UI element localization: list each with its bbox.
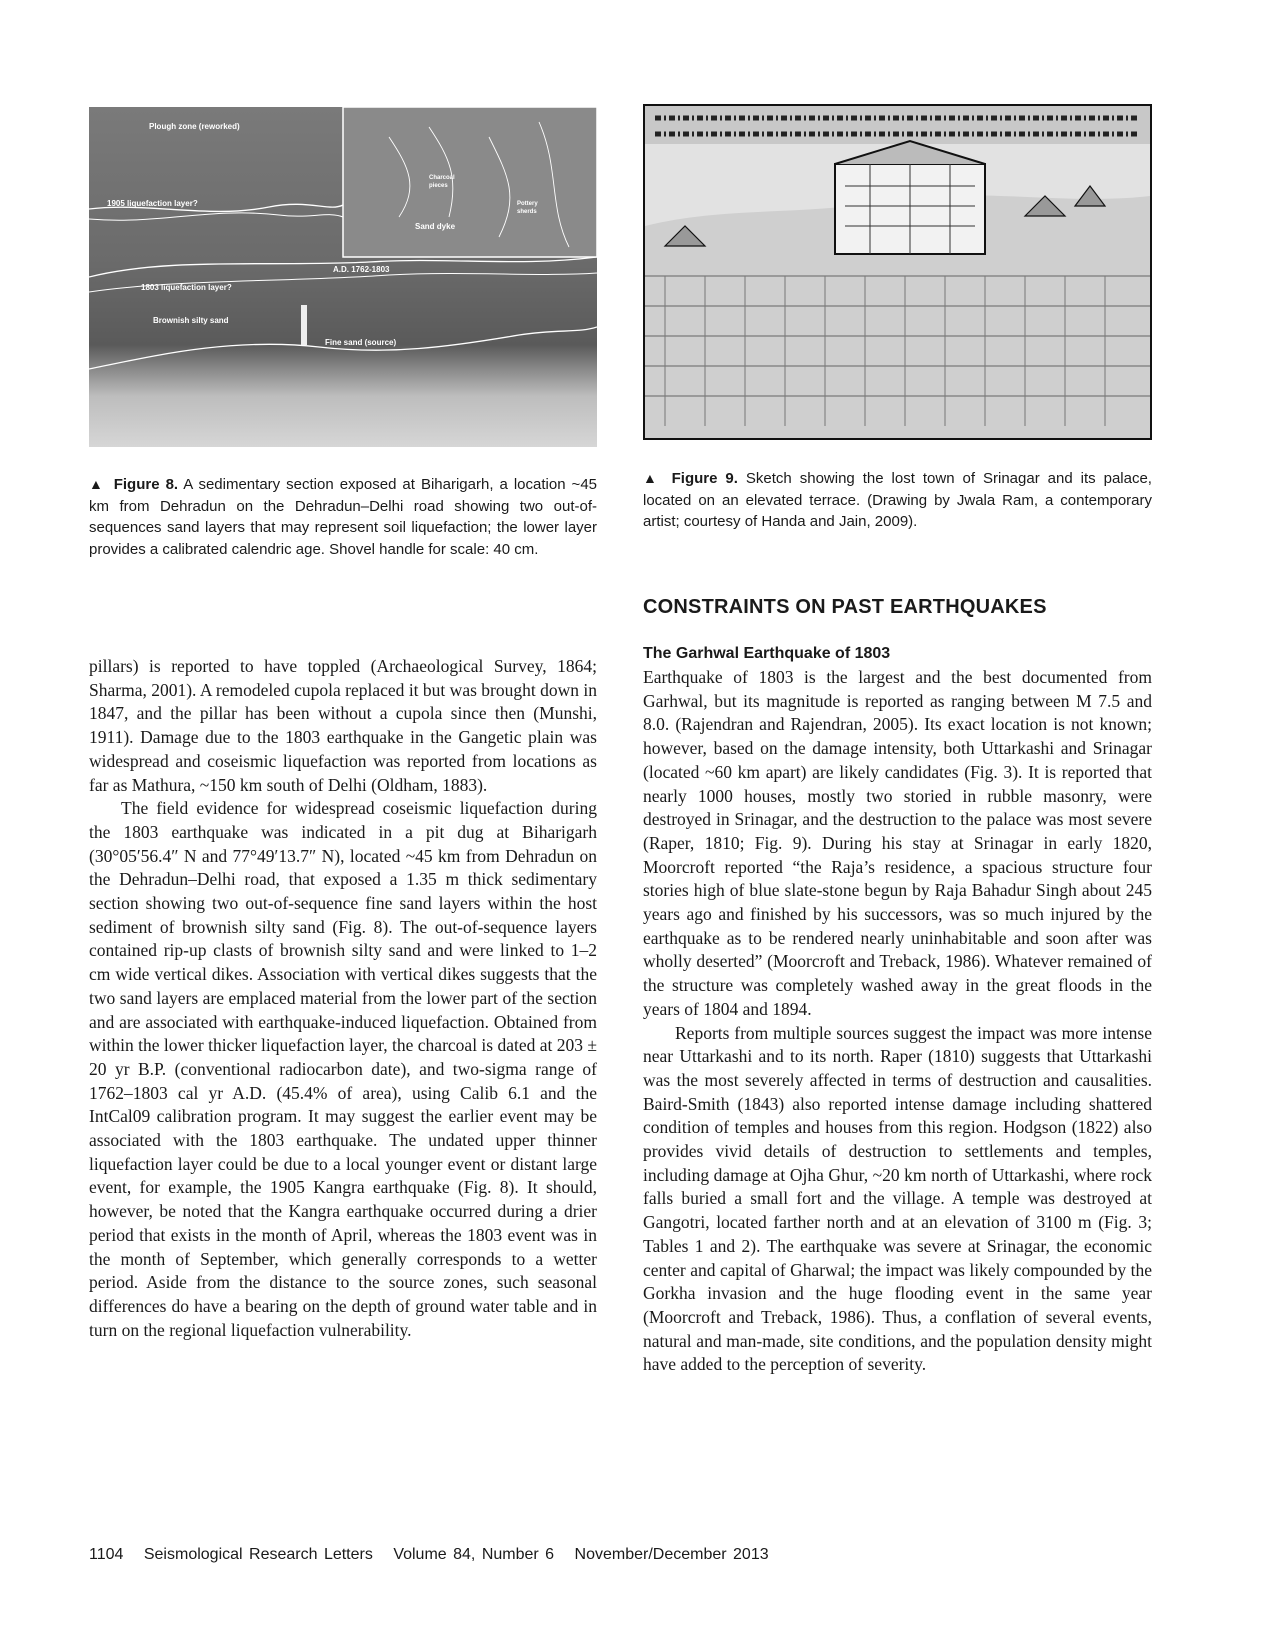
srinagar-sketch-image bbox=[645, 106, 1150, 438]
figure-9-sketch bbox=[643, 104, 1152, 440]
label-1803-liquefaction: 1803 liquefaction layer? bbox=[141, 283, 232, 292]
figure-8-photo bbox=[89, 107, 597, 447]
subsection-title: The Garhwal Earthquake of 1803 bbox=[643, 645, 891, 662]
left-paragraph-1: pillars) is reported to have toppled (Archaeological Survey, 1864; Sharma, 2001). A remodeled cupola replaced it but was brought down in 1847, and the pillar has been without a cupola since then (Munshi, 1911). Damage due to the 1803 earthquake in the Gangetic plain was widespread and coseismic liquefaction was reported from locations as far as Mathura, ~150 km south of Delhi (Oldham, 1883). bbox=[89, 656, 597, 795]
issue-date: November/December 2013 bbox=[574, 1546, 769, 1563]
sedimentary-section-image bbox=[89, 107, 597, 447]
left-paragraph-2: The field evidence for widespread coseismic liquefaction during the 1803 earthquake was indicated in a pit dug at Biharigarh (30°05′56.4″ N and 77°49′13.7″ N), located ~45 km from Dehradun on the Dehradun–Delhi road, that exposed a 1.35 m thick sedimentary section showing two out-of-sequence fine sand layers within the host sediment of brownish silty sand (Fig. 8). The out-of-sequence layers contained rip-up clasts of brownish silty sand and were linked to 1–2 cm wide vertical dikes. Association with vertical dikes suggests that the two sand layers are emplaced material from the lower part of the section and are associated with earthquake-induced liquefaction. Obtained from within the lower thicker liquefaction layer, the charcoal is dated at 203 ± 20 yr B.P. (conventional radiocarbon date), and two-sigma range of 1762–1803 cal yr A.D. (45.4% of area), using Calib 6.1 and the IntCal09 calibration program. It may suggest the earlier event may be associated with the 1803 earthquake. The undated upper thinner liquefaction layer could be due to a local younger event or distant large event, for example, the 1905 Kangra earthquake (Fig. 8). It should, however, be noted that the Kangra earthquake occurred during a drier period that exists in the month of April, whereas the 1803 event was in the month of September, which generally corresponds to a wetter period. Aside from the distance to the source zones, such seasonal differences do have a bearing on the depth of ground water table and in turn on the regional liquefaction vulnerability. bbox=[89, 798, 597, 1340]
right-paragraph-1: Earthquake of 1803 is the largest and the best documented from Garhwal, but its magnitude is reported as ranging between M 7.5 and 8.0. (Rajendran and Rajendran, 2005). Its exact location is not known; however, based on the damage intensity, both Uttarkashi and Srinagar (located ~60 km apart) are likely candidates (Fig. 3). It is reported that nearly 1000 houses, mostly two storied in rubble masonry, were destroyed in Srinagar, and the destruction to the palace was most severe (Raper, 1810; Fig. 9). During his stay at Srinagar in early 1820, Moorcroft reported “the Raja’s residence, a spacious structure four stories high of blue slate-stone begun by Raja Bahadur Singh about 245 years ago and finished by his successors, was so much injured by the earthquake as to be rendered nearly uninhabitable and soon after was wholly deserted” (Moorcroft and Treback, 1986). Whatever remained of the structure was completely washed away in the great floods in the years of 1804 and 1894. bbox=[643, 667, 1152, 1019]
journal-volume: Volume 84, Number 6 bbox=[393, 1546, 555, 1563]
page-footer bbox=[89, 1546, 783, 1564]
figure-8-marker: ▲ bbox=[89, 476, 105, 492]
figure-9-caption-text: Sketch showing the lost town of Srinagar and its palace, located on an elevated terrace. (Drawing by Jwala Ram, a contemporary artist; courtesy of Handa and Jain, 2009). bbox=[643, 470, 1152, 530]
section-title: CONSTRAINTS ON PAST EARTHQUAKES bbox=[643, 596, 1047, 618]
label-pottery-sherds: sherds bbox=[517, 209, 537, 215]
label-pottery: Pottery bbox=[517, 201, 538, 207]
label-silty-sand: Brownish silty sand bbox=[153, 316, 229, 325]
figure-8-caption bbox=[89, 474, 597, 560]
right-column bbox=[643, 596, 1152, 1377]
label-1905-liquefaction: 1905 liquefaction layer? bbox=[107, 199, 198, 208]
label-plough-zone: Plough zone (reworked) bbox=[149, 122, 240, 131]
journal-name: Seismological Research Letters bbox=[143, 1546, 373, 1563]
figure-9-label: Figure 9. bbox=[671, 470, 738, 487]
label-fine-sand: Fine sand (source) bbox=[325, 338, 397, 347]
page-number: 1104 bbox=[89, 1546, 124, 1563]
figure-9-caption bbox=[643, 468, 1152, 533]
figure-8-caption-text: A sedimentary section exposed at Biharigarh, a location ~45 km from Dehradun on the Dehradun–Delhi road showing two out-of-sequences sand layers that may represent soil liquefaction; the lower layer provides a calibrated calendric age. Shovel handle for scale: 40 cm. bbox=[89, 476, 597, 558]
figure-9-marker: ▲ bbox=[643, 470, 661, 486]
label-ad-range: A.D. 1762-1803 bbox=[333, 265, 390, 274]
label-charcoal: Charcoal bbox=[429, 175, 455, 181]
figure-8-label: Figure 8. bbox=[113, 476, 179, 493]
left-column bbox=[89, 655, 597, 1342]
label-charcoal-pieces: pieces bbox=[429, 183, 448, 189]
label-sand-dyke: Sand dyke bbox=[415, 222, 456, 231]
right-paragraph-2: Reports from multiple sources suggest the impact was more intense near Uttarkashi and to its north. Raper (1810) suggests that Uttarkashi was the most severely affected in terms of destruction and causalities. Baird-Smith (1843) also reported intense damage including shattered condition of temples and houses from this region. Hodgson (1822) also provides vivid details of destruction to settlements and temples, including damage at Ojha Ghur, ~20 km north of Uttarkashi, where rock falls buried a small fort and the village. A temple was destroyed at Gangotri, located farther north and at an elevation of 3100 m (Fig. 3; Tables 1 and 2). The earthquake was severe at Srinagar, the economic center and capital of Gharwal; the impact was likely compounded by the Gorkha invasion and the huge flooding event in the same year (Moorcroft and Treback, 1986). Thus, a conflation of several events, natural and man-made, site conditions, and the population density might have added to the perception of severity. bbox=[643, 1022, 1152, 1375]
